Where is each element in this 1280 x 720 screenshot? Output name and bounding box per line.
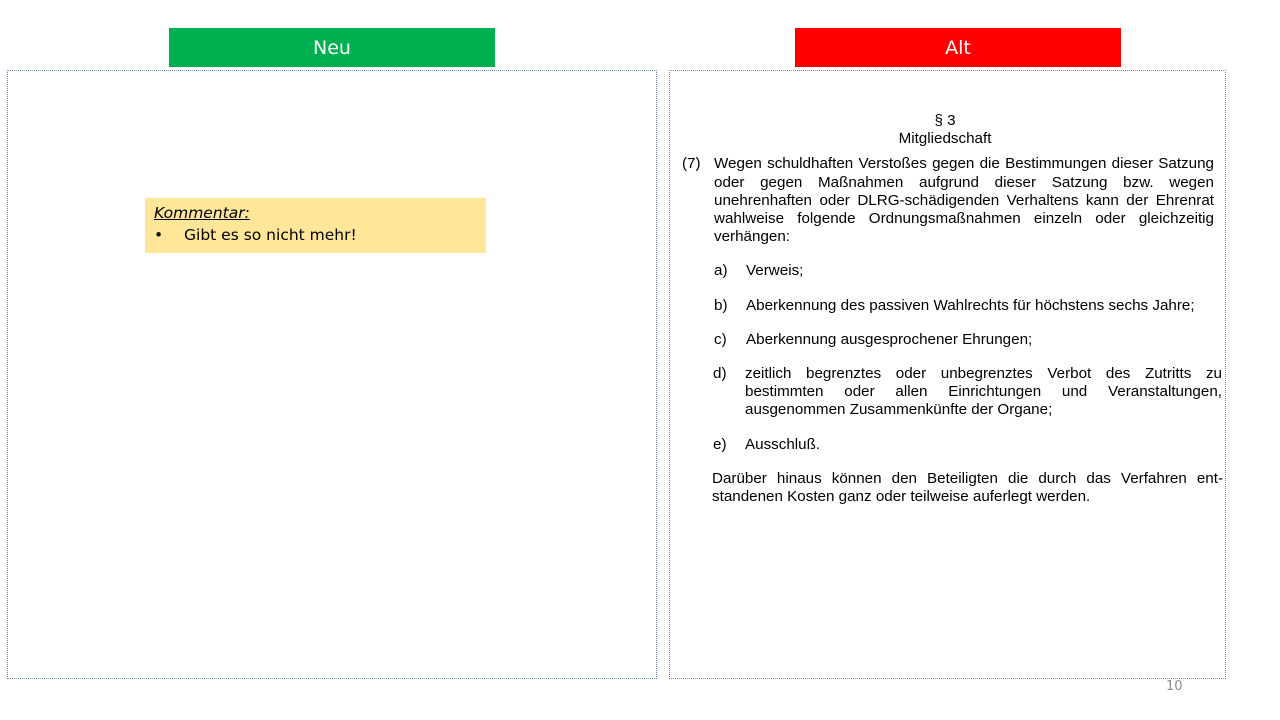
comment-box — [145, 198, 486, 253]
new-panel — [7, 70, 657, 679]
list-item-label: a) — [714, 262, 728, 280]
header-new — [169, 28, 495, 67]
measures-list — [714, 262, 1222, 453]
list-item-text: zeitlich begrenztes oder unbegrenztes Verbot des Zutritts zu bestimmten oder allen Einrichtungen und Veranstaltungen, ausgenommen Zusammenkünfte der Organe; — [745, 365, 1222, 419]
list-item-label: c) — [714, 330, 727, 348]
list-item-label: e) — [713, 435, 727, 453]
header-old-label: Alt — [945, 36, 971, 59]
section-title: Mitgliedschaft — [898, 130, 992, 148]
paragraph-number: (7) — [682, 155, 701, 173]
list-item — [713, 365, 1222, 420]
list-item-text: Aberkennung ausgesprochener Ehrungen; — [746, 330, 1033, 348]
old-document-text — [682, 112, 1222, 506]
comment-title: Kommentar: — [154, 204, 250, 222]
header-old — [795, 28, 1121, 67]
page-number: 10 — [1166, 679, 1183, 694]
bullet-icon: • — [154, 226, 164, 244]
comment-item — [154, 224, 477, 246]
paragraph-text: Wegen schuldhaften Verstoßes gegen die Bestimmungen dieser Satzung oder gegen Maßnahmen aufgrund dieser Satzung bzw. wegen unehrenhaften oder DLRG-schädigenden Verhaltens kann der Ehrenrat wahlweise folgende Ordnungsmaßnahmen einzeln oder gleichzeitig verhängen: — [714, 155, 1214, 246]
list-item — [714, 262, 1222, 280]
list-item — [713, 436, 1222, 454]
paragraph — [682, 155, 1215, 246]
comment-item-text: Gibt es so nicht mehr! — [184, 226, 357, 244]
header-new-label: Neu — [313, 36, 351, 59]
list-item — [714, 331, 1222, 349]
list-item-label: b) — [714, 296, 728, 314]
list-item-label: d) — [713, 365, 727, 383]
closing-text: Darüber hinaus können den Beteiligten die durch das Verfahren ent-standenen Kosten ganz oder teilweise auferlegt werden. — [712, 469, 1223, 506]
list-item-text: Ausschluß. — [745, 435, 821, 453]
section-number: § 3 — [934, 112, 956, 129]
list-item-text: Aberkennung des passiven Wahlrechts für höchstens sechs Jahre; — [746, 296, 1195, 314]
list-item — [714, 297, 1222, 315]
list-item-text: Verweis; — [746, 262, 804, 280]
